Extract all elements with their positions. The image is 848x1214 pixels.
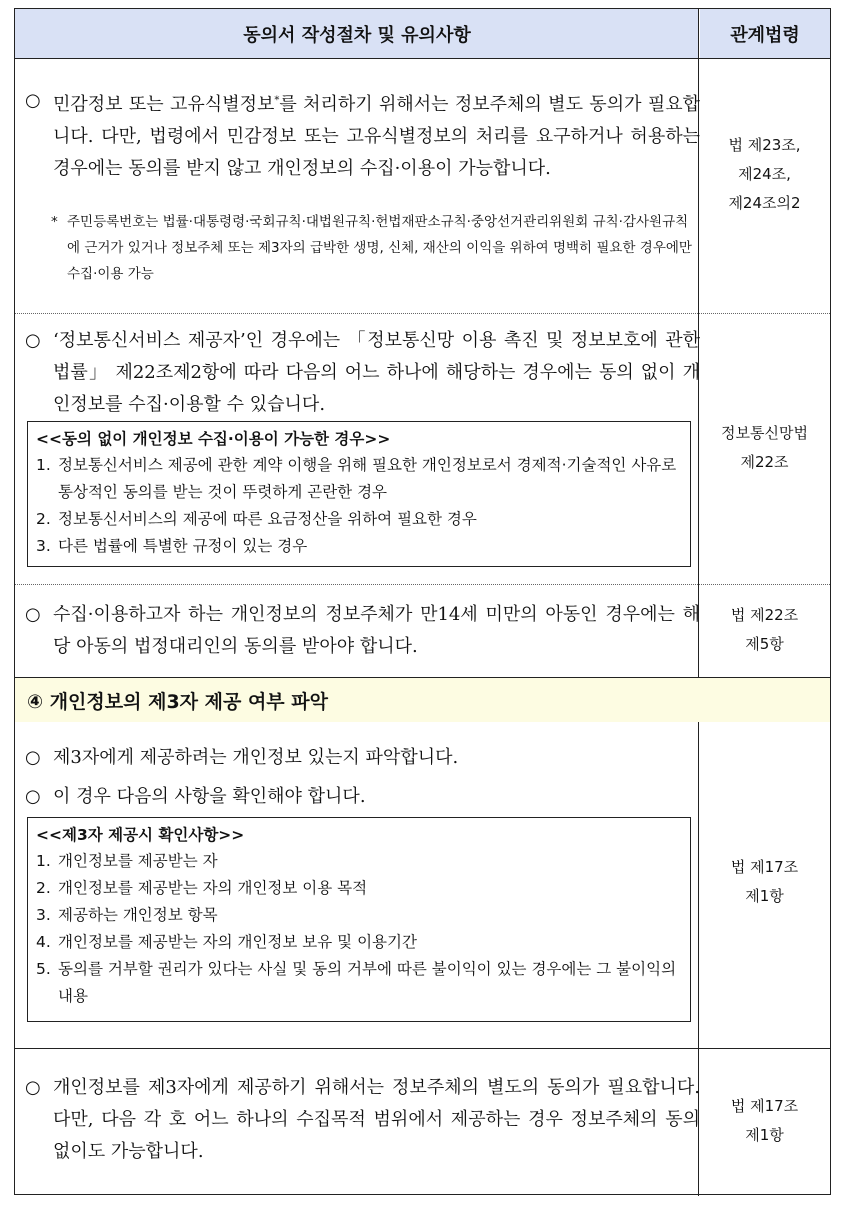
list-text: 정보통신서비스의 제공에 따른 요금정산을 위하여 필요한 경우 (58, 510, 477, 528)
list-number: 1. (36, 852, 51, 870)
list-item (36, 452, 682, 506)
footnote-asterisk: * (51, 214, 58, 230)
row2-paragraph (25, 325, 700, 421)
row3-bullet: ○ (25, 604, 41, 625)
list-number: 5. (36, 960, 51, 978)
row4-checklist-box (27, 817, 691, 1022)
row1-bullet: ○ (25, 90, 41, 111)
row5-paragraph (25, 1072, 700, 1168)
footnote-text: 주민등록번호는 법률·대통령령·국회규칙·대법원규칙·헌법재판소규칙·중앙선거관리위원회 규칙·감사원규칙에 근거가 있거나 정보주체 또는 제3자의 급박한 생명, 신체, 재산의 이익을 위하여 명백히 필요한 경우에만 수집·이용 가능 (67, 214, 692, 282)
row1-footnote (51, 209, 701, 287)
row1-law-line: 법 제23조, (728, 136, 801, 154)
header-main-label: 동의서 작성절차 및 유의사항 (243, 24, 471, 46)
row1-law-line: 제24조, (738, 165, 791, 183)
list-item (36, 506, 682, 533)
row4-box-title: <<제3자 제공시 확인사항>> (36, 826, 245, 844)
row5-law-reference (699, 1092, 830, 1150)
row2-law-reference (699, 419, 830, 477)
row2-law-line: 정보통신망법 (721, 424, 808, 442)
list-item (36, 902, 682, 929)
row4-text-2: 이 경우 다음의 사항을 확인해야 합니다. (53, 786, 366, 807)
list-item (36, 956, 682, 1010)
header-law-column (700, 9, 830, 58)
header-divider (15, 58, 830, 59)
list-text: 다른 법률에 특별한 규정이 있는 경우 (58, 537, 308, 555)
row1-text-a: 민감정보 또는 고유식별정보 (53, 94, 275, 115)
row5-law-line: 제1항 (745, 1126, 784, 1144)
row2-text: ‘정보통신서비스 제공자’인 경우에는 「정보통신망 이용 촉진 및 정보보호에 관한 법률」 제22조제2항에 따라 다음의 어느 하나에 해당하는 경우에는 동의 없이 개인정보를 수집·이용할 수 있습니다. (53, 330, 700, 415)
guideline-table (14, 8, 831, 1195)
row4-law-reference (699, 853, 830, 911)
list-text: 제공하는 개인정보 항목 (58, 906, 218, 924)
row2-exception-box (27, 421, 691, 567)
row4-text-1: 제3자에게 제공하려는 개인정보 있는지 파악합니다. (53, 747, 459, 768)
row4-bullet-2: ○ (25, 786, 41, 807)
list-item (36, 875, 682, 902)
row2-bullet: ○ (25, 330, 41, 351)
row4-bullet-1: ○ (25, 747, 41, 768)
section4-title: ④ 개인정보의 제3자 제공 여부 파악 (27, 690, 328, 713)
row3-paragraph (25, 599, 700, 663)
section4-heading (15, 678, 830, 722)
row5-text: 개인정보를 제3자에게 제공하기 위해서는 정보주체의 별도의 동의가 필요합니다. 다만, 다음 각 호 어느 하나의 수집목적 범위에서 제공하는 경우 정보주체의 동의 없이도 가능합니다. (53, 1077, 700, 1162)
list-text: 정보통신서비스 제공에 관한 계약 이행을 위해 필요한 개인정보로서 경제적·기술적인 사유로 통상적인 동의를 받는 것이 뚜렷하게 곤란한 경우 (58, 456, 677, 501)
row-divider-4 (15, 1048, 830, 1049)
row4-paragraph-1 (25, 742, 700, 774)
row3-law-reference (699, 601, 830, 659)
row1-paragraph (25, 85, 700, 185)
header-main-column (15, 9, 699, 58)
list-text: 개인정보를 제공받는 자의 개인정보 이용 목적 (58, 879, 368, 897)
row4-law-line: 제1항 (745, 887, 784, 905)
row1-law-line: 제24조의2 (728, 194, 801, 212)
list-item (36, 848, 682, 875)
list-number: 2. (36, 510, 51, 528)
row5-law-line: 법 제17조 (730, 1097, 799, 1115)
row3-law-line: 법 제22조 (730, 606, 799, 624)
row4-law-line: 법 제17조 (730, 858, 799, 876)
row3-law-line: 제5항 (745, 635, 784, 653)
row1-text-b: 를 처리하기 위해서는 정보주체의 별도 동의가 필요합니다. 다만, 법령에서 민감정보 또는 고유식별정보의 처리를 요구하거나 허용하는 경우에는 동의를 받지 않고 개인정보의 수집·이용이 가능합니다. (53, 94, 700, 179)
list-number: 1. (36, 456, 51, 474)
list-text: 개인정보를 제공받는 자 (58, 852, 218, 870)
list-number: 2. (36, 879, 51, 897)
list-item (36, 533, 682, 560)
row1-law-reference (699, 131, 830, 218)
row3-text: 수집·이용하고자 하는 개인정보의 정보주체가 만14세 미만의 아동인 경우에는 해당 아동의 법정대리인의 동의를 받아야 합니다. (53, 604, 700, 657)
row-divider-1 (15, 313, 830, 314)
list-number: 4. (36, 933, 51, 951)
list-number: 3. (36, 906, 51, 924)
list-number: 3. (36, 537, 51, 555)
list-text: 동의를 거부할 권리가 있다는 사실 및 동의 거부에 따른 불이익이 있는 경우에는 그 불이익의 내용 (58, 960, 677, 1005)
row-divider-2 (15, 584, 830, 585)
header-law-label: 관계법령 (730, 24, 800, 46)
row2-box-title: <<동의 없이 개인정보 수집·이용이 가능한 경우>> (36, 430, 391, 448)
row2-law-line: 제22조 (740, 453, 789, 471)
row1-footnote-mark: * (274, 95, 280, 106)
list-text: 개인정보를 제공받는 자의 개인정보 보유 및 이용기간 (58, 933, 417, 951)
row5-bullet: ○ (25, 1077, 41, 1098)
row4-paragraph-2 (25, 781, 700, 813)
list-item (36, 929, 682, 956)
